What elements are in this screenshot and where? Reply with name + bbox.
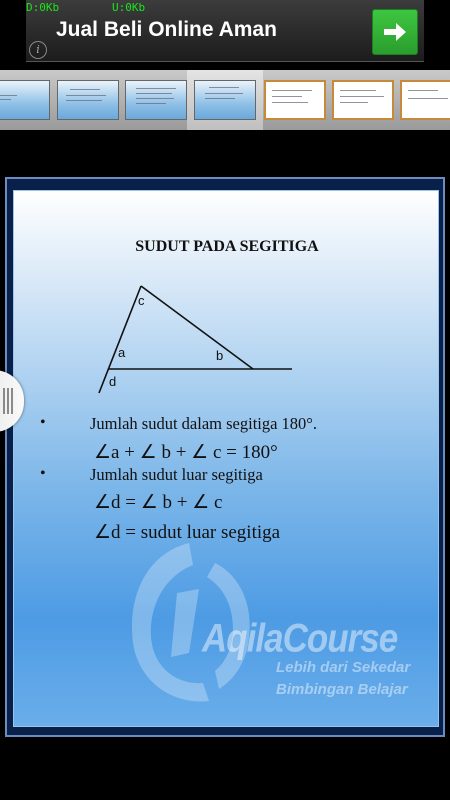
angle-label-d: d bbox=[109, 374, 117, 389]
slide-thumbnail-strip[interactable] bbox=[0, 70, 450, 130]
bullet-exterior-angle: Jumlah sudut luar segitiga bbox=[90, 465, 263, 484]
watermark-tagline-2: Bimbingan Belajar bbox=[276, 681, 408, 698]
formula-inner-angles: ∠a + ∠ b + ∠ c = 180° bbox=[94, 442, 278, 463]
formula-exterior-definition: ∠d = sudut luar segitiga bbox=[94, 522, 281, 543]
grip-icon bbox=[0, 370, 24, 432]
angle-label-a: a bbox=[118, 345, 126, 360]
slide-thumbnail[interactable] bbox=[57, 80, 119, 120]
slide-thumbnail[interactable] bbox=[125, 80, 187, 120]
slide-title: SUDUT PADA SEGITIGA bbox=[135, 238, 319, 255]
slide-thumbnail-selected[interactable] bbox=[194, 80, 256, 120]
bullet-inner-angles: Jumlah sudut dalam segitiga 180°. bbox=[90, 414, 318, 433]
download-speed: D:0Kb bbox=[26, 1, 60, 14]
slide-thumbnail[interactable] bbox=[264, 80, 326, 120]
upload-speed: U:0Kb bbox=[112, 1, 146, 14]
slide-content bbox=[13, 190, 439, 727]
bullet-marker: • bbox=[40, 414, 46, 431]
slide-thumbnail[interactable] bbox=[0, 80, 50, 120]
drawer-handle[interactable] bbox=[0, 370, 24, 432]
right-arrow-icon[interactable] bbox=[372, 9, 418, 55]
angle-label-c: c bbox=[138, 293, 145, 308]
info-icon[interactable]: i bbox=[29, 41, 47, 59]
ad-title[interactable]: Jual Beli Online Aman bbox=[56, 18, 277, 41]
ad-banner[interactable] bbox=[26, 0, 424, 62]
slide-thumbnail[interactable] bbox=[400, 80, 450, 120]
slide-view[interactable] bbox=[5, 177, 445, 737]
watermark-tagline-1: Lebih dari Sekedar bbox=[276, 659, 411, 676]
angle-label-b: b bbox=[216, 348, 224, 363]
formula-exterior-angle: ∠d = ∠ b + ∠ c bbox=[94, 492, 223, 513]
slide-thumbnail[interactable] bbox=[332, 80, 394, 120]
watermark-brand: AqilaCourse bbox=[202, 616, 398, 661]
bullet-marker: • bbox=[40, 465, 46, 482]
